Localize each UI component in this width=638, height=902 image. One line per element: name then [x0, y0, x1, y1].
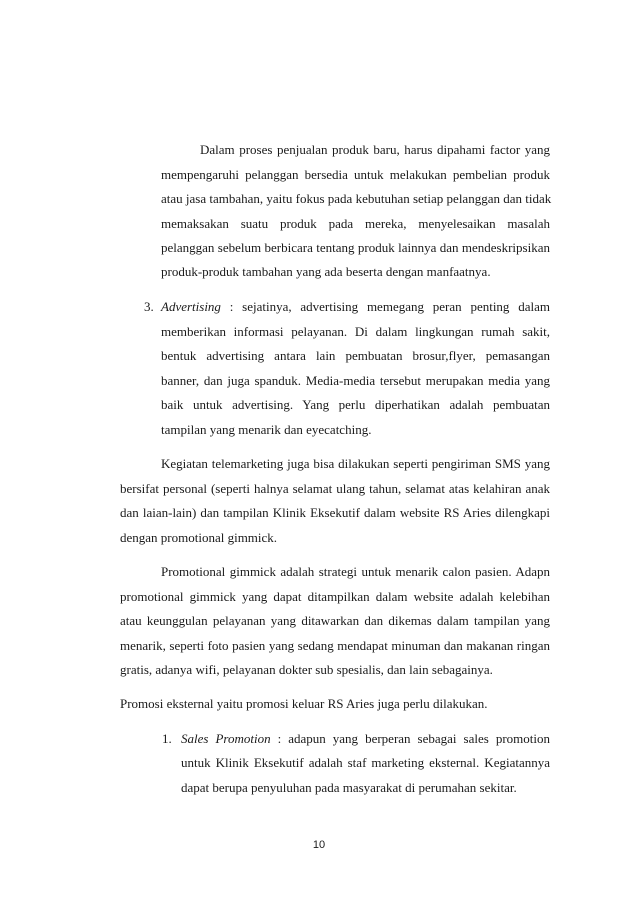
list-item-3-number: 3. [144, 299, 154, 314]
advertising-term: Advertising [161, 299, 221, 314]
list-item-1-first-line-text: : adapun yang berperan sebagai sales promotion [270, 731, 550, 746]
sales-promotion-term: Sales Promotion [181, 731, 271, 746]
paragraph-1-line-4: memaksakan suatu produk pada mereka, menyelesaikan masalah [161, 216, 550, 231]
paragraph-3-line-3: atau keunggulan pelayanan yang ditawarkan dan dikemas dalam tampilan yang [120, 613, 550, 628]
paragraph-4-line-1: Promosi eksternal yaitu promosi keluar RS Aries juga perlu dilakukan. [120, 696, 488, 711]
paragraph-2-line-2: bersifat personal (seperti halnya selamat ulang tahun, selamat atas kelahiran anak [120, 481, 550, 496]
paragraph-1-line-1: Dalam proses penjualan produk baru, harus dipahami factor yang [200, 142, 550, 157]
page-number: 10 [312, 839, 326, 851]
list-item-1-line-1 [181, 731, 550, 747]
paragraph-1-line-2: mempengaruhi pelanggan bersedia untuk melakukan pembelian produk [161, 167, 550, 182]
paragraph-2-line-1: Kegiatan telemarketing juga bisa dilakukan seperti pengiriman SMS yang [161, 456, 550, 471]
paragraph-3-line-1: Promotional gimmick adalah strategi untuk menarik calon pasien. Adapn [161, 564, 550, 579]
list-item-1-line-2: untuk Klinik Eksekutif adalah staf marketing eksternal. Kegiatannya [181, 755, 550, 770]
list-item-3-line-4: banner, dan juga spanduk. Media-media tersebut merupakan media yang [161, 373, 550, 388]
paragraph-1-line-5: pelanggan sebelum berbicara tentang produk lainnya dan mendeskripsikan [161, 240, 550, 255]
list-item-1-number: 1. [162, 731, 172, 746]
paragraph-3-line-5: gratis, adanya wifi, pelayanan dokter sub spesialis, dan lain sebagainya. [120, 662, 493, 677]
list-item-3-line-2: memberikan informasi pelayanan. Di dalam lingkungan rumah sakit, [161, 324, 550, 339]
paragraph-1-line-6: produk-produk tambahan yang ada beserta dengan manfaatnya. [161, 264, 491, 279]
list-item-3-first-line-text: : sejatinya, advertising memegang peran penting dalam [220, 299, 550, 314]
list-item-1-line-3: dapat berupa penyuluhan pada masyarakat di perumahan sekitar. [181, 780, 517, 795]
list-item-3-line-1 [161, 299, 550, 315]
paragraph-2-line-3: dan laian-lain) dan tampilan Klinik Eksekutif dalam website RS Aries dilengkapi [120, 505, 550, 520]
list-item-3-line-3: bentuk advertising antara lain pembuatan brosur,flyer, pemasangan [161, 348, 550, 363]
paragraph-3-line-4: menarik, seperti foto pasien yang sedang mendapat minuman dan makanan ringan [120, 638, 550, 653]
list-item-3-line-6: tampilan yang menarik dan eyecatching. [161, 422, 372, 437]
paragraph-1-line-3: atau jasa tambahan, yaitu fokus pada kebutuhan setiap pelanggan dan tidak [161, 191, 552, 206]
list-item-3-line-5: baik untuk advertising. Yang perlu diperhatikan adalah pembuatan [161, 397, 550, 412]
paragraph-2-line-4: dengan promotional gimmick. [120, 530, 278, 545]
paragraph-3-line-2: promotional gimmick yang dapat ditampilkan dalam website adalah kelebihan [120, 589, 550, 604]
